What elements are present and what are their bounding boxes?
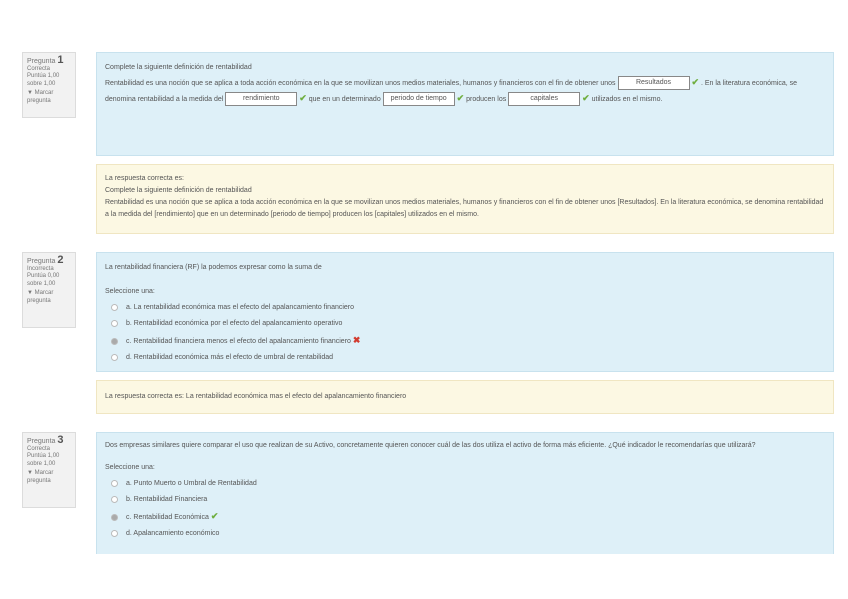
radio-icon[interactable] xyxy=(111,320,118,327)
flag-icon: ▼ xyxy=(27,470,33,476)
radio-icon[interactable] xyxy=(111,514,118,521)
question-2-info xyxy=(22,252,76,328)
question-1-flag-link[interactable] xyxy=(27,90,71,105)
check-icon: ✔ xyxy=(691,77,699,87)
question-1-number: Pregunta 1 xyxy=(27,54,64,66)
question-3-formulation xyxy=(96,432,834,554)
check-icon: ✔ xyxy=(456,93,465,103)
answer-option-d[interactable]: d. Rentabilidad económica más el efecto de umbral de rentabilidad xyxy=(105,350,825,366)
question-2-formulation xyxy=(96,252,834,372)
question-3-flag-link[interactable] xyxy=(27,470,71,485)
question-1-grade: Puntúa 1,00 sobre 1,00 xyxy=(27,73,60,87)
radio-icon[interactable] xyxy=(111,530,118,537)
answer-option-b[interactable]: b. Rentabilidad Financiera xyxy=(105,492,825,508)
gap-4-field[interactable]: capitales xyxy=(508,92,580,106)
question-3-state: Correcta xyxy=(27,445,51,452)
question-2-flag-link[interactable] xyxy=(27,290,71,305)
question-3-info xyxy=(22,432,76,508)
gap-3-field[interactable]: periodo de tiempo xyxy=(383,92,455,106)
question-1-info xyxy=(22,52,76,118)
cross-icon: ✖ xyxy=(352,335,361,345)
question-3-prompt: Seleccione una: xyxy=(105,464,155,471)
radio-icon[interactable] xyxy=(111,496,118,503)
flag-label: Marcar pregunta xyxy=(27,290,54,304)
answer-option-c[interactable]: c. Rentabilidad financiera menos el efecto del apalancamiento financiero ✖ xyxy=(105,332,825,350)
question-3-text: Dos empresas similares quiere comparar el uso que realizan de su Activo, concretamente quieren conocer cuál de las dos utiliza el activo de forma más eficiente. ¿Qué indicador le recomendarías que utilizará? xyxy=(105,442,756,449)
answer-option-b[interactable]: b. Rentabilidad económica por el efecto del apalancamiento operativo xyxy=(105,316,825,332)
question-3-number: Pregunta 3 xyxy=(27,434,64,446)
question-1-text: Complete la siguiente definición de rentabilidad xyxy=(105,64,252,71)
answer-option-a[interactable]: a. Punto Muerto o Umbral de Rentabilidad xyxy=(105,476,825,492)
radio-icon[interactable] xyxy=(111,338,118,345)
radio-icon[interactable] xyxy=(111,304,118,311)
question-2-state: Incorrecta xyxy=(27,265,54,272)
radio-icon[interactable] xyxy=(111,480,118,487)
check-icon: ✔ xyxy=(299,93,307,103)
question-2-prompt: Seleccione una: xyxy=(105,288,155,295)
answer-option-a[interactable]: a. La rentabilidad económica mas el efecto del apalancamiento financiero xyxy=(105,300,825,316)
quiz-review-page xyxy=(18,40,840,554)
question-1-cloze: Rentabilidad es una noción que se aplica a toda acción económica en la que se movilizan unos medios materiales, humanos y financieros con el fin de obtener unos Resultados ✔ . En la literatura económica, se denomina rentabilidad a la medida del rendimiento ✔ que en un determinado periodo de tiempo ✔ producen los capitales ✔ utilizados en el mismo. xyxy=(105,75,825,107)
check-icon: ✔ xyxy=(582,93,590,103)
question-1-state: Correcta xyxy=(27,65,51,72)
question-2-grade: Puntúa 0,00 sobre 1,00 xyxy=(27,273,60,287)
question-2-text: La rentabilidad financiera (RF) la podemos expresar como la suma de xyxy=(105,264,322,271)
question-3-grade: Puntúa 1,00 sobre 1,00 xyxy=(27,453,60,467)
question-1-formulation xyxy=(96,52,834,156)
flag-label: Marcar pregunta xyxy=(27,90,54,104)
question-1-right-answer: La respuesta correcta es: Complete la siguiente definición de rentabilidad Rentabilidad es una noción que se aplica a toda acción económica en la que se movilizan unos medios materiales, humanos y financieros con el fin de obtener unos [Resultados]. En la literatura económica, se denomina rentabilidad a la medida del [rendimiento] que en un determinado [periodo de tiempo] producen los [capitales] utilizados en el mismo. xyxy=(96,164,834,234)
flag-icon: ▼ xyxy=(27,290,33,296)
flag-label: Marcar pregunta xyxy=(27,470,54,484)
question-2-right-answer: La respuesta correcta es: La rentabilidad económica mas el efecto del apalancamiento financiero xyxy=(96,380,834,414)
flag-icon: ▼ xyxy=(27,90,33,96)
gap-1-field[interactable]: Resultados xyxy=(618,76,690,90)
answer-option-c[interactable]: c. Rentabilidad Económica ✔ xyxy=(105,508,825,526)
radio-icon[interactable] xyxy=(111,354,118,361)
question-2-number: Pregunta 2 xyxy=(27,254,64,266)
check-icon: ✔ xyxy=(210,511,219,521)
gap-2-field[interactable]: rendimiento xyxy=(225,92,297,106)
answer-option-d[interactable]: d. Apalancamiento económico xyxy=(105,526,825,542)
